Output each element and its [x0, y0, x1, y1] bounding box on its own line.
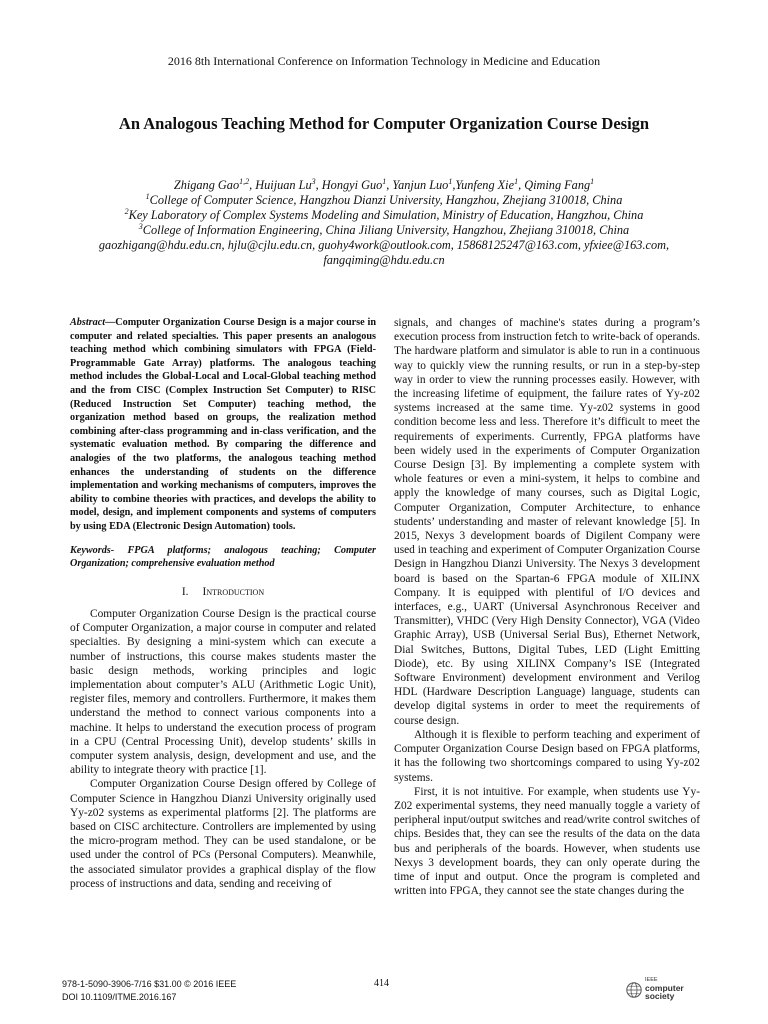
affiliation-2: $^2$Key Laboratory of Complex Systems Modeling and Simulation, Ministry of Education, Hangzhou, China [124, 206, 644, 222]
logo-text: IEEE computer society [645, 976, 706, 1000]
right-column [394, 316, 700, 898]
affiliation-1: $^1$College of Computer Science, Hangzhou Dianzi University, Hangzhou, Zhejiang 310018, China [145, 191, 623, 207]
footer-isbn: 978-1-5090-3906-7/16 $31.00 © 2016 IEEE [62, 979, 237, 989]
author-emails-line-1: gaozhigang@hdu.edu.cn, hjlu@cjlu.edu.cn, guohy4work@outlook.com, 15868125247@163.com, yfxiee@163.com, [98, 238, 670, 252]
left-column [70, 316, 376, 891]
footer-doi: DOI 10.1109/ITME.2016.167 [62, 992, 177, 1002]
author-emails-line-2: fangqiming@hdu.edu.cn [323, 253, 445, 267]
intro-paragraph-1: Computer Organization Course Design is the practical course of Computer Organization, a major course in computer and related specialties. By designing a mini-system which can execute a number of instructions, this course makes students master the basic design methods, working principles and logic implementation about computer’s ALU (Arithmetic Logic Unit), register files, memory and controllers. Furthermore, it makes them understand the method to connect various components into a machine. It helps to understand the execution process of program in a CPU (Central Processing Unit), develop students’ skills in computer system analysis, design, development and use, and the ability to integrate theory with practice [1]. [70, 607, 376, 777]
intro-paragraph-2-continued: signals, and changes of machine's states during a program’s execution process from instruction fetch to write-back of operands. The hardware platform and simulator is able to run in a continuous way to quickly view the running results, or run in a step-by-step way in order to view the running processes easily. However, with the increasing lifetime of equipment, the failure rates of Yy-z02 systems increased at the same time. Yy-z02 systems in good condition become less and less. Therefore it’s difficult to meet the requirements of experiments. Currently, FPGA platforms have been widely used in the experiments of Computer Organization Course Design [3]. By implementing a complete system with whole features or even a mini-system, it helps to combine and apply the knowledge of many courses, such as Digital Logic, Computer Organization, Computer Architecture, to enhance students’ understanding and master of relevant knowledge [5]. In 2015, Nexys 3 development boards of Digilent Company were used in teaching and experiment of Computer Organization Course Design in Hangzhou Dianzi University. The Nexys 3 development board is based on the Spartan-6 FPGA module of XILINX Company. It is equipped with plentiful of I/O devices and interfaces, e.g., UART (Universal Asynchronous Receiver and Transmitter), VHDC (Very High Density Connector), VGA (Video Graphic Array), USB (Universal Serial Bus), Ethernet Network, Dial Switches, Buttons, Digital Tubes, LED (Light Emitting Diode), etc. By using XILINX Company’s ISE (Integrated Software Environment) development environment and Verilog HDL (Hardware Description Language) language, students can develop digital systems in order to meet the requirements of course design. [394, 317, 700, 727]
page-number: 414 [374, 978, 389, 989]
abstract: Abstract—Computer Organization Course Design is a major course in computer and related specialties. This paper presents an analogous teaching method which combining simulators with FPGA (Field-Programmable Gate Array) platforms. The analogous teaching method includes the Global-Local and Local-Global teaching method and the from CISC (Complex Instruction Set Computer) to RISC (Reduced Instruction Set Computer) teaching method, the organization method based on groups, the realization method combining after-class programming and in-class verification, and the systematic evaluation method. By comparing the difference and analogies of the two platforms, the analogous teaching method enhances the understanding of students on the difference implementation and working mechanisms of computers, improves the ability to combine theories with practices, and develops the ability to model, design, and implement components and systems of computers by using EDA (Electronic Design Automation) tools. [70, 317, 376, 532]
conference-header: 2016 8th International Conference on Information Technology in Medicine and Education [167, 54, 601, 68]
keywords: Keywords- FPGA platforms; analogous teaching; Computer Organization; comprehensive evaluation method [70, 544, 376, 570]
abstract-text: Computer Organization Course Design is a major course in computer and related specialties. This paper presents an analogous teaching method which combining simulators with FPGA (Field-Programmable Gate Array) platforms. The analogous teaching method includes the Global-Local and Local-Global teaching method and the from CISC (Complex Instruction Set Computer) to RISC (Reduced Instruction Set Computer) teaching method, the organization method based on groups, the realization method combining after-class programming and in-class verification, and the systematic evaluation method. By comparing the difference and analogies of the two platforms, the analogous teaching method enhances the understanding of students on the difference implementation and working mechanisms of computers, improves the ability to combine theories with practices, and develops the ability to model, design, and implement components and systems of computers by using EDA (Electronic Design Automation) tools. [70, 317, 376, 532]
logo-name: computer society [645, 983, 684, 1001]
affiliation-3: $^3$College of Information Engineering, China Jiliang University, Hangzhou, Zhejiang 310018, China [138, 221, 630, 237]
footer-copyright [62, 978, 236, 1004]
abstract-label: Abstract [70, 317, 106, 328]
paper-title: An Analogous Teaching Method for Computer Organization Course Design [118, 114, 650, 133]
globe-icon [626, 982, 642, 998]
intro-paragraph-2: Computer Organization Course Design offered by College of Computer Science in Hangzhou Dianzi University originally used Yy-z02 systems as experimental platforms [2]. The platforms are based on CISC architecture. Controllers are implemented by using the micro-program method. They can be used standalone, or be used under the control of PCs (Personal Computers). Meanwhile, the associated simulator provides a graphical display of the flow process of instructions and data, sending and receiving of [70, 778, 376, 890]
author-block [20, 178, 748, 268]
author-names: Zhigang Gao$^{1,2}$, Huijuan Lu$^3$, Hongyi Guo$^1$, Yanjun Luo$^1$,Yunfeng Xie$^1$, Qiming Fang$^1$ [173, 176, 595, 192]
intro-paragraph-3: Although it is flexible to perform teaching and experiment of Computer Organization Course Design based on FPGA platforms, it has the following two shortcomings compared to using Yy-z02 systems. [394, 728, 700, 784]
section-heading-introduction: I. Introduction [181, 585, 265, 598]
ieee-computer-society-logo [626, 976, 706, 1004]
intro-paragraph-4: First, it is not intuitive. For example, when students use Yy-Z02 experimental systems, they need manually toggle a variety of peripheral input/output switches and read/write control switches of chips. Besides that, they can see the results of the data on the data bus and peripherals of the boards. However, when students use Nexys 3 development boards, they can only operate during the time of input and output. Once the program is completed and written into FPGA, they cannot see the state changes during the [394, 785, 700, 898]
